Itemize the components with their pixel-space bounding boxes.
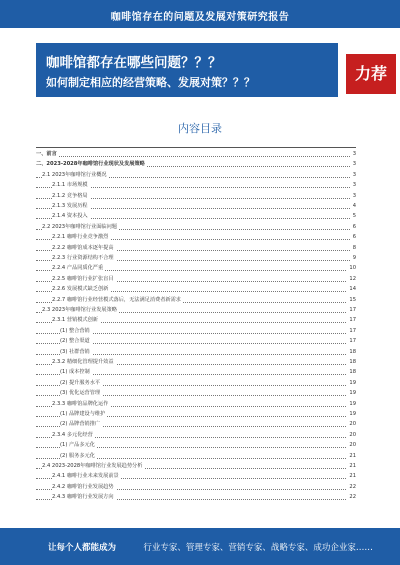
toc-entry-page: 20 [349, 442, 356, 449]
toc-entry-title: 2.2.4 产品同质化严重 [52, 265, 104, 272]
toc-entry[interactable] [36, 285, 356, 294]
footer-lead: 让每个人都能成为 [48, 543, 117, 553]
document-header-title: 咖啡馆存在的问题及发展对策研究报告 [110, 12, 290, 23]
toc-entry-title: 2.4.2 咖啡馆行业发展趋势 [52, 483, 114, 490]
toc-entry[interactable] [36, 452, 356, 461]
toc-entry-title: 2.1.3 发展历程 [52, 203, 88, 209]
toc-entry-title: 2.4.1 咖啡行业未来发展前景 [52, 473, 119, 480]
footer-slogan [48, 541, 373, 553]
toc-entry-page: 3 [352, 182, 356, 189]
toc-entry-page: 5 [352, 213, 356, 220]
banner-question-2: 如何制定相应的经营策略、发展对策？？？ [46, 76, 255, 89]
toc-entry-title: 2.2.5 咖啡馆行业扩张盲目 [52, 275, 114, 282]
toc-entry[interactable] [36, 472, 356, 481]
toc-entry[interactable] [36, 171, 356, 180]
toc-entry-title: (1) 整合营销 [60, 327, 90, 334]
toc-entry[interactable] [36, 202, 356, 211]
toc-entry[interactable] [36, 462, 356, 471]
toc-entry-title: 2.1.1 市场规模 [52, 182, 88, 189]
toc-entry-title: 2.4 2023-2028年咖啡馆行业发展趋势分析 [42, 463, 143, 469]
toc-entry[interactable] [36, 316, 356, 325]
toc-entry-page: 17 [349, 327, 356, 334]
toc-entry-page: 19 [349, 400, 356, 407]
toc-entry-title: 2.1.4 资本投入 [52, 213, 88, 220]
toc-entry-page: 4 [352, 203, 356, 209]
toc-entry-title: 2.4.3 咖啡馆行业发展方向 [52, 494, 114, 501]
toc-entry-title: (2) 提升服务水平 [60, 379, 101, 386]
toc-entry-page: 3 [352, 161, 356, 168]
toc-entry-title: 2.3.2 精细化管理提升效益 [52, 359, 114, 365]
toc-entry-title: 2.2.7 咖啡馆行业经营模式落后，无法满足消费者新需求 [52, 296, 181, 303]
toc-entry-page: 6 [352, 234, 356, 241]
toc-entry-title: 2.1 2023年咖啡馆行业概况 [42, 171, 107, 178]
toc-entry-page: 21 [349, 473, 356, 480]
toc-entry-title: 2.2.2 咖啡馆成本逐年提高 [52, 244, 114, 251]
toc-entry-title: 2.2.1 咖啡行业竞争激烈 [52, 234, 109, 241]
toc-entry[interactable] [36, 400, 356, 409]
toc-entry-title: (3) 社群营销 [60, 348, 90, 355]
toc-entry-page: 22 [349, 494, 356, 501]
toc-entry-page: 3 [352, 151, 356, 157]
toc-entry-page: 20 [349, 421, 356, 428]
toc-entry[interactable] [36, 264, 356, 273]
toc-entry-page: 12 [349, 275, 356, 282]
footer-roles: 行业专家、管理专家、营销专家、战略专家、成功企业家…… [143, 543, 373, 553]
toc-title: 内容目录 [178, 122, 222, 135]
toc-entry[interactable] [36, 254, 356, 263]
toc-entry[interactable] [36, 150, 356, 159]
toc-entry-title: 2.2.3 行业资源结构不合理 [52, 255, 114, 261]
toc-entry[interactable] [36, 327, 356, 336]
toc-entry-page: 17 [349, 338, 356, 345]
toc-entry-title: (1) 品牌建设与维护 [60, 411, 106, 417]
toc-entry-page: 19 [349, 411, 356, 417]
toc-entry[interactable] [36, 244, 356, 253]
toc-entry-title: 2.3.1 营销模式创新 [52, 317, 98, 324]
toc-entry-page: 21 [349, 452, 356, 459]
toc-entry-title: 二、2023-2028年咖啡馆行业现状及发展策略 [36, 161, 145, 168]
toc-entry-title: (2) 整合渠道 [60, 338, 90, 345]
toc-entry-title: (2) 服务多元化 [60, 452, 95, 459]
toc-entry[interactable] [36, 160, 356, 169]
toc-entry-page: 18 [349, 348, 356, 355]
toc-entry-page: 6 [352, 223, 356, 230]
toc-entry[interactable] [36, 410, 356, 419]
toc-entry[interactable] [36, 368, 356, 377]
toc-entry[interactable] [36, 181, 356, 190]
toc-entry-page: 14 [349, 286, 356, 293]
toc-entry-title: (1) 成本控制 [60, 369, 90, 376]
toc-entry-page: 18 [349, 359, 356, 365]
toc-entry[interactable] [36, 493, 356, 502]
recommend-badge: 力荐 [346, 54, 396, 94]
toc-entry[interactable] [36, 441, 356, 450]
toc-entry-title: 2.3.3 咖啡馆品牌化运作 [52, 400, 109, 407]
toc-entry-page: 10 [349, 265, 356, 272]
toc-entry-page: 21 [349, 463, 356, 469]
toc-entry-page: 22 [349, 483, 356, 490]
toc-entry-page: 3 [352, 171, 356, 178]
toc-entry-page: 18 [349, 369, 356, 376]
toc-entry-page: 3 [352, 192, 356, 199]
toc-entry-title: 2.2 2023年咖啡馆行业面临问题 [42, 223, 117, 230]
toc-entry-title: (2) 品牌营销推广 [60, 421, 101, 428]
toc-entry[interactable] [36, 192, 356, 201]
toc-entry-page: 9 [352, 255, 356, 261]
toc-entry[interactable] [36, 358, 356, 367]
question-banner [36, 43, 338, 97]
toc-entry[interactable] [36, 212, 356, 221]
toc-entry[interactable] [36, 389, 356, 398]
toc-entry[interactable] [36, 275, 356, 284]
toc-top-rule [36, 147, 356, 148]
toc-entry[interactable] [36, 337, 356, 346]
toc-entry[interactable] [36, 379, 356, 388]
toc-entry-title: 一、前言 [36, 151, 57, 157]
toc-entry-page: 8 [352, 244, 356, 251]
toc-entry[interactable] [36, 348, 356, 357]
toc-entry[interactable] [36, 223, 356, 232]
toc-entry[interactable] [36, 306, 356, 315]
toc-entry-page: 20 [349, 431, 356, 438]
toc-entry-title: 2.3.4 多元化经营 [52, 431, 93, 438]
toc-entry-page: 17 [349, 317, 356, 324]
toc-entry-title: 2.2.6 发展模式缺乏创新 [52, 286, 109, 293]
toc-entry-page: 19 [349, 390, 356, 397]
toc-entry-title: (1) 产品多元化 [60, 442, 95, 449]
toc-entry-page: 19 [349, 379, 356, 386]
toc-entry-title: 2.1.2 竞争格局 [52, 192, 88, 199]
toc-entry[interactable] [36, 431, 356, 440]
toc-entry-page: 17 [349, 307, 356, 313]
toc-entry-title: (3) 优化运营管理 [60, 390, 101, 397]
toc-entry[interactable] [36, 296, 356, 305]
toc-entry[interactable] [36, 233, 356, 242]
toc-entry[interactable] [36, 483, 356, 492]
banner-question-1: 咖啡馆都存在哪些问题？？？ [46, 55, 222, 71]
toc-entry[interactable] [36, 420, 356, 429]
toc-entry-title: 2.3 2023年咖啡馆行业发展策略 [42, 307, 117, 313]
toc-entry-page: 15 [349, 296, 356, 303]
toc-leader-dots [36, 156, 356, 157]
